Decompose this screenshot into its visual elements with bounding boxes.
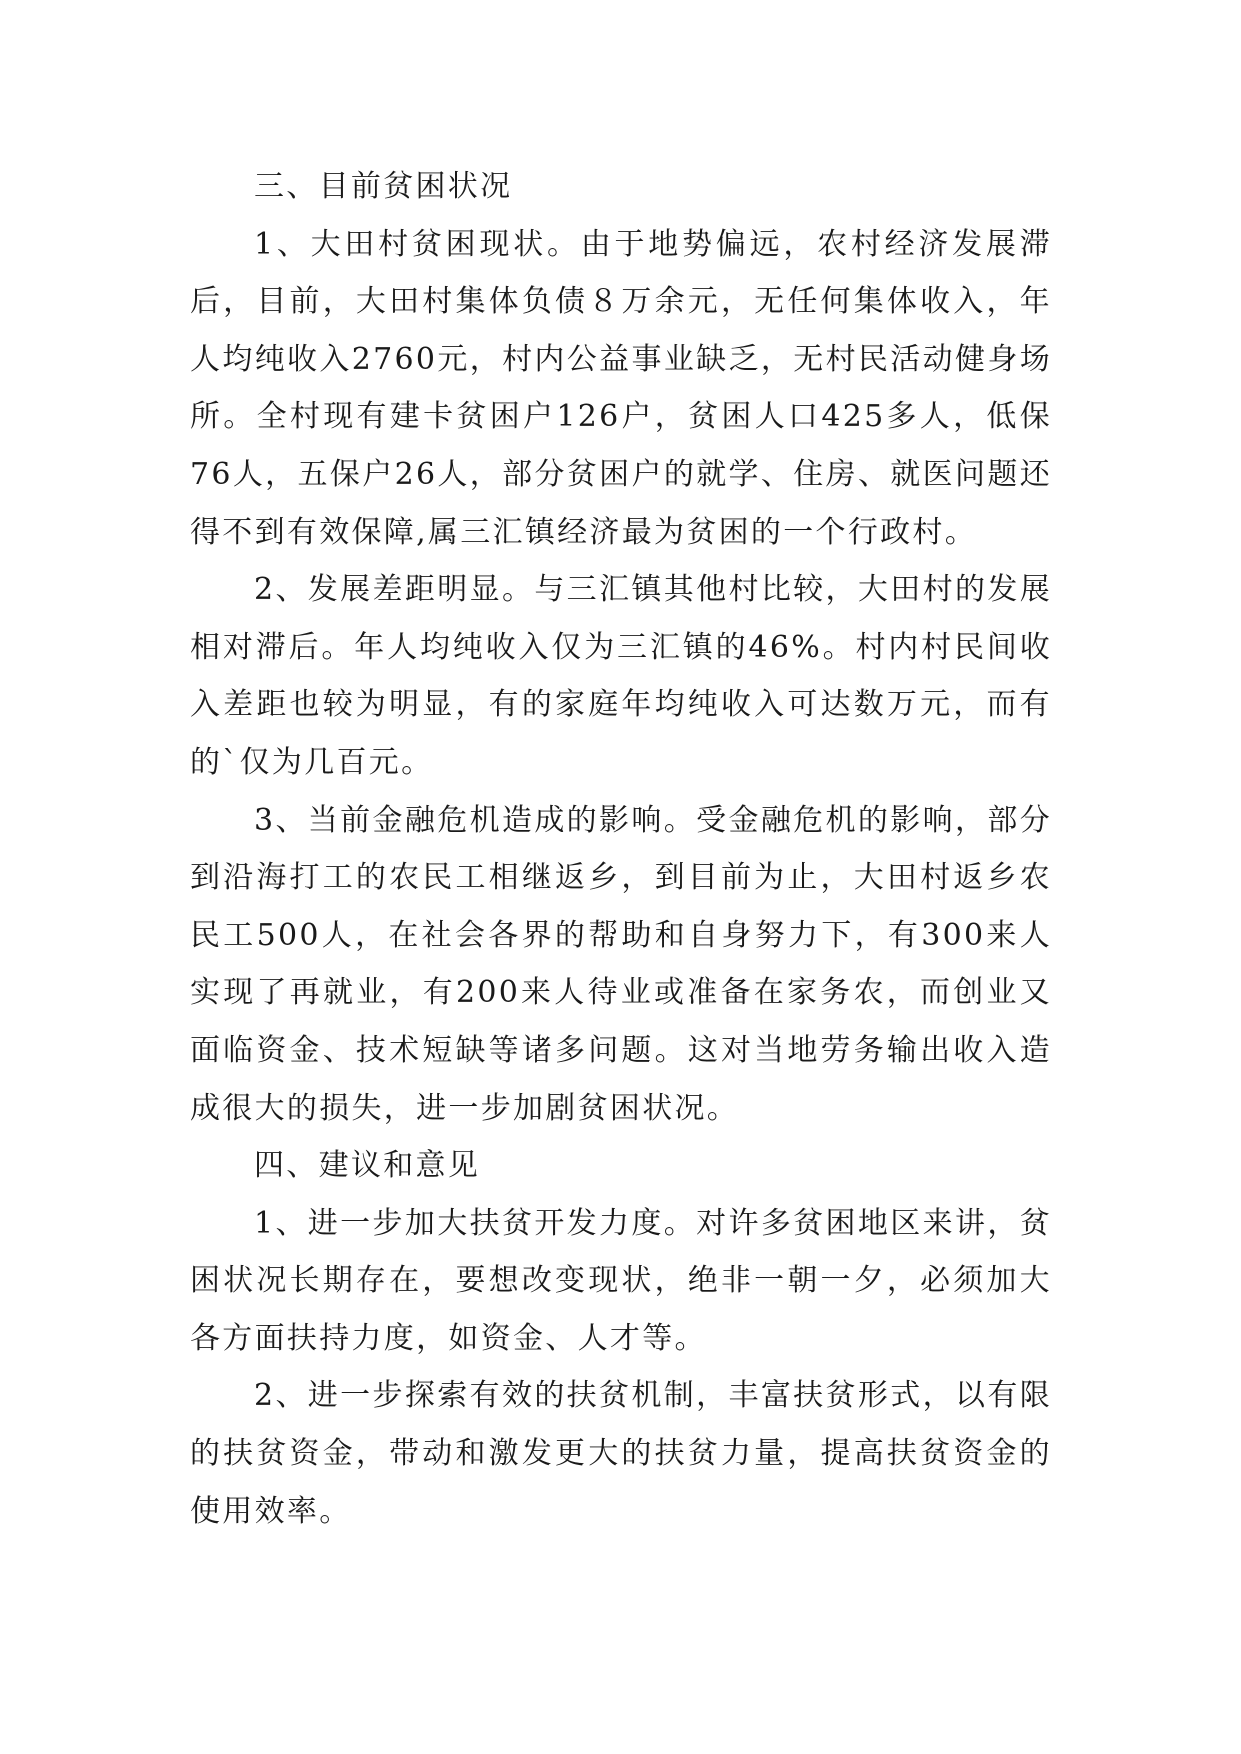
paragraph-suggestion-1: 1、进一步加大扶贫开发力度。对许多贫困地区来讲，贫困状况长期存在，要想改变现状，绝非一朝一夕，必须加大各方面扶持力度，如资金、人才等。 — [190, 1205, 1052, 1356]
paragraph-poverty-status: 1、大田村贫困现状。由于地势偏远，农村经济发展滞后，目前，大田村集体负债８万余元，无任何集体收入，年人均纯收入2760元，村内公益事业缺乏，无村民活动健身场所。全村现有建卡贫困户126户，贫困人口425多人，低保76人，五保户26人，部分贫困户的就学、住房、就医问题还得不到有效保障,属三汇镇经济最为贫困的一个行政村。 — [190, 226, 1052, 550]
paragraph-financial-crisis: 3、当前金融危机造成的影响。受金融危机的影响，部分到沿海打工的农民工相继返乡，到目前为止，大田村返乡农民工500人，在社会各界的帮助和自身努力下，有300来人实现了再就业，有200来人待业或准备在家务农，而创业又面临资金、技术短缺等诸多问题。这对当地劳务输出收入造成很大的损失，进一步加剧贫困状况。 — [190, 802, 1052, 1126]
paragraph-development-gap: 2、发展差距明显。与三汇镇其他村比较，大田村的发展相对滞后。年人均纯收入仅为三汇镇的46%。村内村民间收入差距也较为明显，有的家庭年均纯收入可达数万元，而有的`仅为几百元。 — [190, 572, 1052, 780]
section-heading-suggestions: 四、建议和意见 — [254, 1148, 481, 1184]
section-heading-current-poverty: 三、目前贫困状况 — [254, 169, 513, 204]
paragraph-suggestion-2: 2、进一步探索有效的扶贫机制，丰富扶贫形式，以有限的扶贫资金，带动和激发更大的扶贫力量，提高扶贫资金的使用效率。 — [190, 1378, 1052, 1529]
document-body — [190, 158, 1052, 1540]
